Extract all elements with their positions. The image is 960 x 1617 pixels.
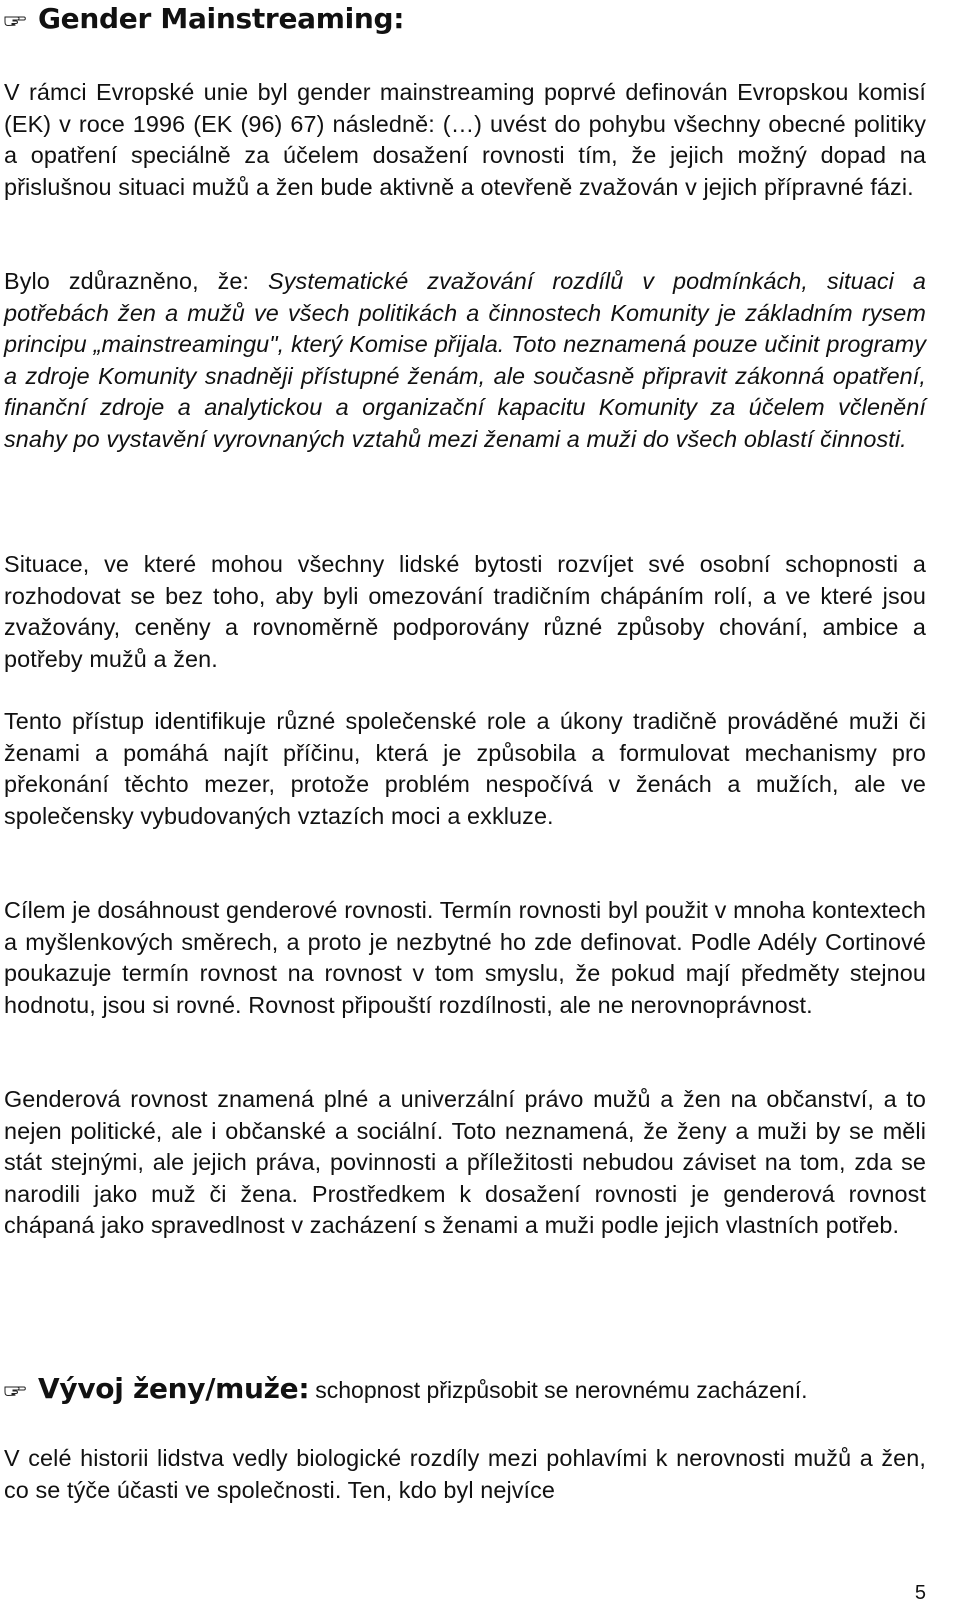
paragraph-quote: Systematické zvažování rozdílů v podmínkách, situaci a potřebách žen a mužů ve všech politikách a činnostech Komunity je základním rysem principu „mainstreamingu", který Komise přijala. Toto neznamená pouze učinit programy a zdroje Komunity snadněji přístupné ženám, ale současně připravit zákonná opatření, finanční zdroje a analytickou a organizační kapacitu Komunity za účelem včlenění snahy po vystavění vyrovnaných vztahů mezi ženami a muži do všech oblastí činnosti. bbox=[4, 268, 926, 452]
paragraph-systematic-consideration bbox=[4, 266, 926, 455]
heading-title: Vývoj ženy/muže: bbox=[38, 1372, 310, 1405]
paragraph-eu-definition: V rámci Evropské unie byl gender mainstreaming poprvé definován Evropskou komisí (EK) v roce 1996 (EK (96) 67) následně: (…) uvést do pohybu všechny obecné politiky a opatření speciálně za účelem dosažení rovnosti tím, že jejich možný dopad na přislušnou situaci mužů a žen bude aktivně a otevřeně zvažován v jejich přípravné fázi. bbox=[4, 79, 926, 200]
paragraph-situation: Situace, ve které mohou všechny lidské bytosti rozvíjet své osobní schopnosti a rozhodovat se bez toho, aby byli omezování tradičním chápáním rolí, a ve které jsou zvažovány, ceněny a rovnoměrně podporovány různé způsoby chování, ambice a potřeby mužů a žen. bbox=[4, 551, 926, 672]
paragraph-approach: Tento přístup identifikuje různé společenské role a úkony tradičně prováděné muži či ženami a pomáhá najít příčinu, která je způsobila a formulovat mechanismy pro překonání těchto mezer, protože problém nespočívá v ženách a mužích, ale ve společensky vybudovaných vztazích moci a exkluze. bbox=[4, 708, 926, 829]
heading-subtitle: schopnost přizpůsobit se nerovnému zacházení. bbox=[315, 1377, 808, 1403]
section-heading-gender-mainstreaming bbox=[4, 2, 404, 35]
paragraph-goal-equality: Cílem je dosáhnoust genderové rovnosti. Termín rovnosti byl použit v mnoha kontextech a myšlenkových směrech, a proto je nezbytné ho zde definovat. Podle Adély Cortinové poukazuje termín rovnost na rovnost v tom smyslu, že pokud mají předměty stejnou hodnotu, jsou si rovné. Rovnost připouští rozdílnosti, ale ne nerovnoprávnost. bbox=[4, 897, 926, 1018]
page-number: 5 bbox=[914, 1582, 926, 1604]
pointing-hand-icon bbox=[4, 12, 26, 26]
paragraph-history: V celé historii lidstva vedly biologické rozdíly mezi pohlavími k nerovnosti mužů a žen, co se týče účasti ve společnosti. Ten, kdo byl nejvíce bbox=[4, 1445, 926, 1503]
pointing-hand-icon bbox=[4, 1382, 26, 1396]
paragraph-gender-equality: Genderová rovnost znamená plné a univerzální právo mužů a žen na občanství, a to nejen politické, ale i občanské a sociální. Toto neznamená, že ženy a muži by se měli stát stejnými, ale jejich práva, povinnosti a příležitosti nebudou záviset na tom, zda se narodili jako muž či žena. Prostředkem k dosažení rovnosti je genderová rovnost chápaná jako spravedlnost v zacházení s ženami a muži podle jejich vlastních potřeb. bbox=[4, 1086, 926, 1238]
heading-title: Gender Mainstreaming: bbox=[38, 2, 405, 35]
section-heading-development bbox=[4, 1372, 807, 1405]
paragraph-lead: Bylo zdůrazněno, že: bbox=[4, 268, 269, 294]
